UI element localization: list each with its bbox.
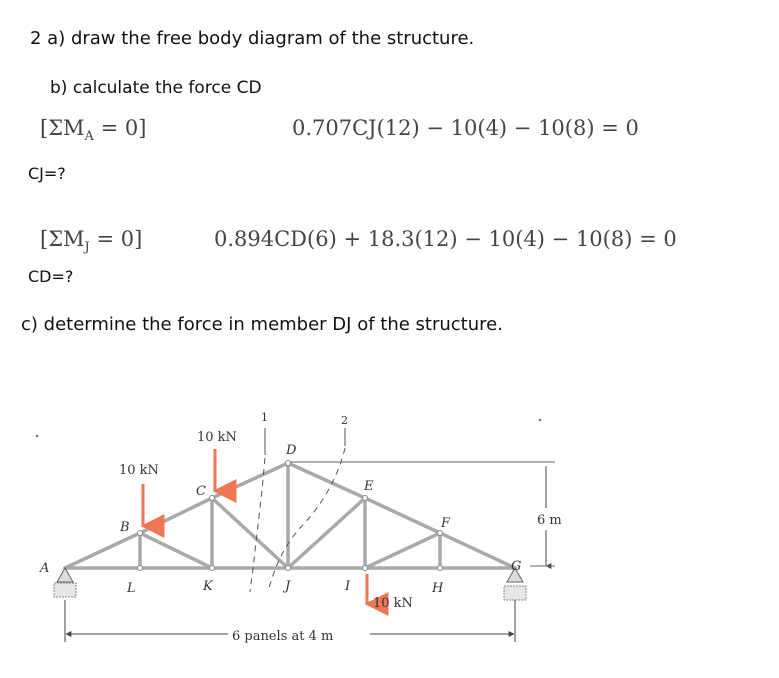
eq1-eq: = 0]: [93, 116, 147, 140]
answer-cd: CD=?: [28, 267, 74, 286]
member-CJ: [212, 498, 288, 568]
node-label-d: D: [286, 443, 297, 458]
node-label-i: I: [345, 579, 351, 594]
node-label-l: L: [127, 581, 136, 596]
member-EJ: [288, 498, 365, 568]
load-label-c: 10 kN: [197, 430, 237, 445]
node-label-g: G: [511, 559, 522, 574]
node-label-k: K: [203, 579, 213, 594]
answer-cj: CJ=?: [28, 164, 66, 183]
member-EF: [365, 498, 440, 533]
node-label-f: F: [441, 516, 451, 531]
eq1-lhs: [ΣM: [40, 116, 85, 140]
moment-equation-a: 0.707CJ(12) − 10(4) − 10(8) = 0: [292, 116, 639, 140]
moment-equation-j: 0.894CD(6) + 18.3(12) − 10(4) − 10(8) = 0: [214, 227, 677, 251]
height-label: 6 m: [537, 513, 562, 528]
span-label: 6 panels at 4 m: [232, 629, 334, 644]
question-part-a: 2 a) draw the free body diagram of the structure.: [30, 28, 475, 49]
truss-figure: [25, 395, 565, 670]
node-label-b: B: [120, 520, 130, 535]
node-label-e: E: [364, 479, 374, 494]
moment-equation-j-label: [40, 227, 142, 255]
node-label-j: J: [285, 579, 291, 594]
eq1-sub: A: [84, 129, 94, 145]
question-part-c: c) determine the force in member DJ of the structure.: [21, 314, 503, 335]
member-CD: [212, 463, 288, 498]
member-FG: [440, 533, 515, 568]
section-label-2: 2: [341, 414, 348, 427]
eq2-sub: J: [84, 240, 90, 256]
node-label-a: A: [40, 561, 50, 576]
load-label-b: 10 kN: [119, 463, 159, 478]
eq2-eq: = 0]: [89, 227, 143, 251]
member-BK: [140, 533, 212, 568]
load-label-i: 10 kN: [373, 596, 413, 611]
support-a: [54, 568, 76, 597]
member-BC: [140, 498, 212, 533]
question-part-b: b) calculate the force CD: [50, 78, 262, 98]
section-label-1: 1: [261, 411, 268, 424]
moment-equation-a-label: [40, 116, 146, 144]
eq2-lhs: [ΣM: [40, 227, 85, 251]
member-AB: [65, 533, 140, 568]
node-label-h: H: [432, 581, 444, 596]
member-FI: [365, 533, 440, 568]
node-label-c: C: [196, 484, 206, 499]
